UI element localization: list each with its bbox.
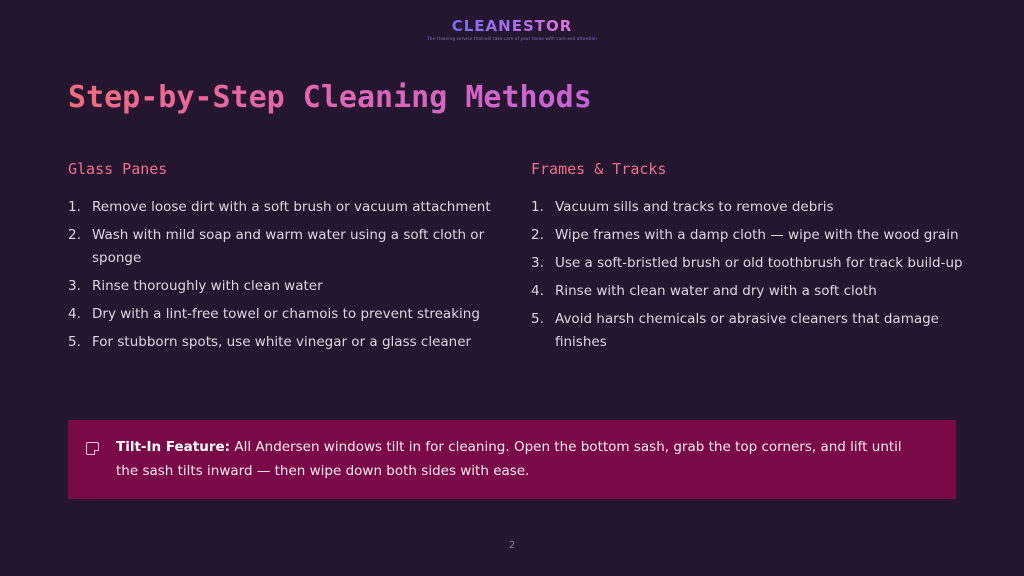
list-item: 1. Remove loose dirt with a soft brush or vacuum attachment	[68, 199, 491, 215]
callout-label: Tilt-In Feature:	[116, 439, 231, 455]
logo-tagline: The cleaning service that will take care of your home with care and attention	[427, 36, 597, 41]
list-item: 2. Wash with mild soap and warm water using a soft cloth or sponge	[68, 227, 485, 266]
glass-panes-steps	[68, 196, 508, 354]
glass-panes-section	[68, 160, 508, 359]
list-item: 5. Avoid harsh chemicals or abrasive cleaners that damage finishes	[531, 311, 939, 350]
frames-tracks-heading: Frames & Tracks	[531, 160, 667, 178]
list-item: 4. Dry with a lint-free towel or chamois to prevent streaking	[68, 306, 480, 322]
frames-tracks-steps	[531, 196, 971, 354]
page-number: 2	[508, 540, 516, 551]
list-item: 2. Wipe frames with a damp cloth — wipe with the wood grain	[531, 227, 959, 243]
tilt-in-callout	[68, 420, 956, 499]
list-item: 1. Vacuum sills and tracks to remove debris	[531, 199, 834, 215]
glass-panes-heading: Glass Panes	[68, 160, 168, 178]
list-item: 5. For stubborn spots, use white vinegar or a glass cleaner	[68, 334, 472, 350]
list-item: 3. Use a soft-bristled brush or old toothbrush for track build-up	[531, 255, 963, 271]
note-icon	[86, 442, 99, 455]
logo-text: CLEANESTOR	[451, 17, 573, 35]
frames-tracks-section	[531, 160, 971, 359]
callout-text: All Andersen windows tilt in for cleaning. Open the bottom sash, grab the top corners, and lift until the sash tilts inward — then wipe down both sides with ease.	[116, 439, 902, 479]
page-title: Step-by-Step Cleaning Methods	[68, 80, 592, 115]
brand-logo	[0, 16, 1024, 41]
list-item: 4. Rinse with clean water and dry with a soft cloth	[531, 283, 877, 299]
list-item: 3. Rinse thoroughly with clean water	[68, 278, 323, 294]
